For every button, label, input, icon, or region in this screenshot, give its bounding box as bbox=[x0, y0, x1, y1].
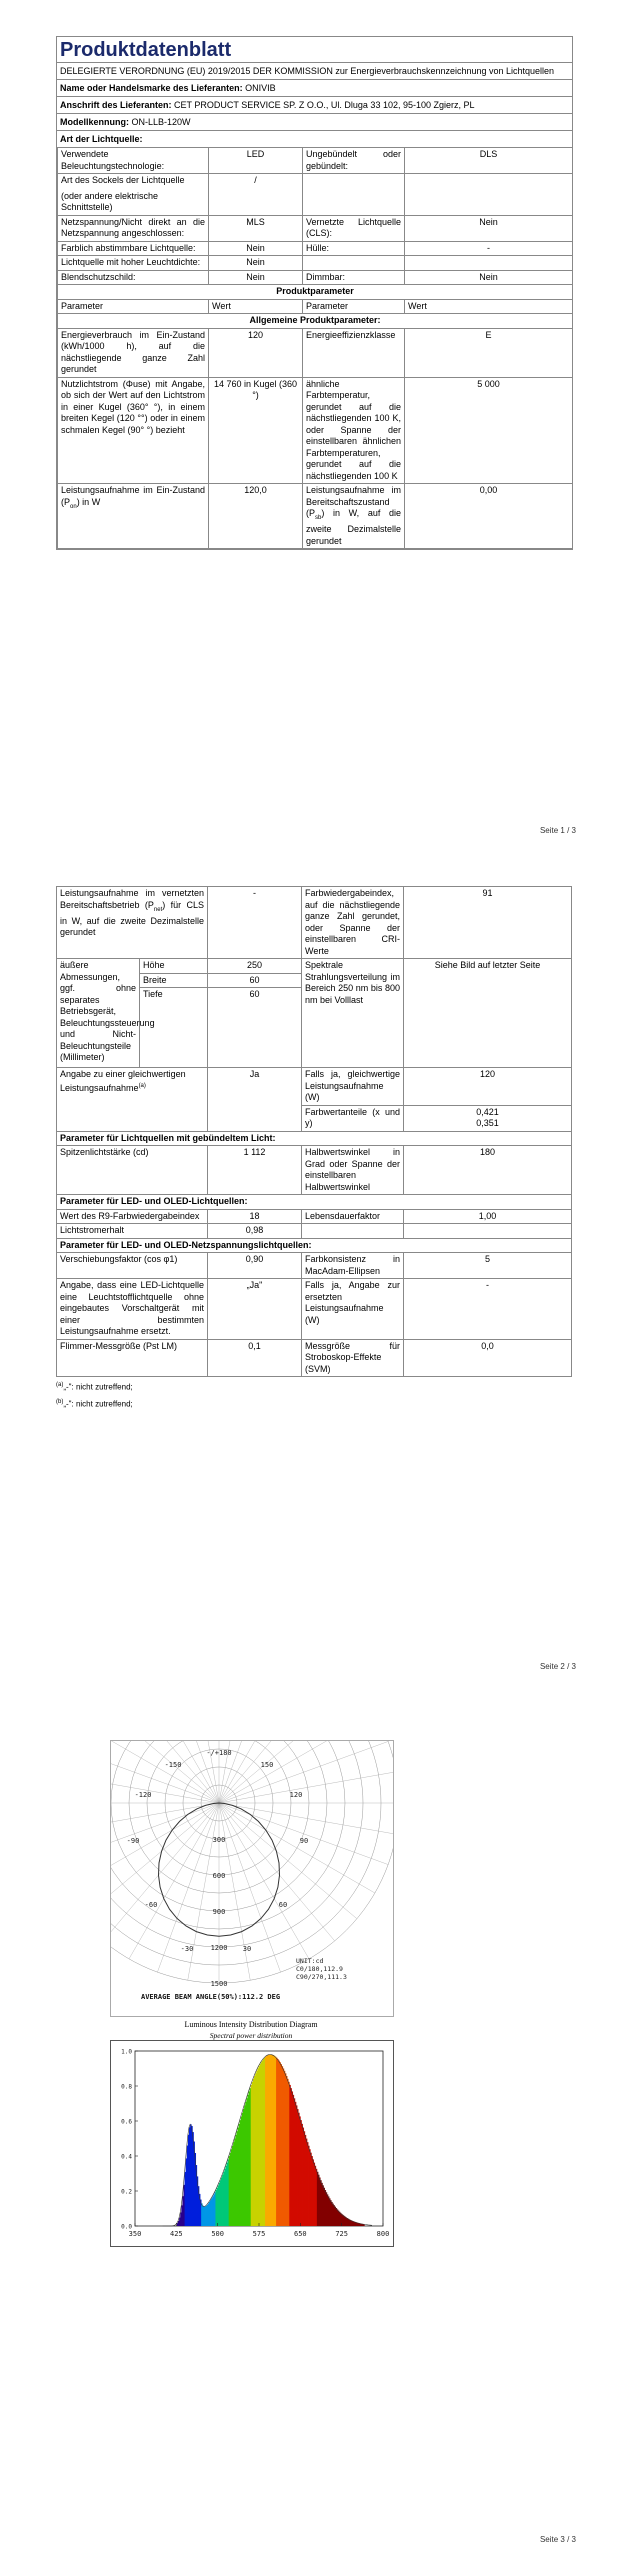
spd-y-tick-label: 0.6 bbox=[121, 2118, 132, 2126]
equiv-value: Ja bbox=[208, 1068, 302, 1132]
polar-diagram-svg bbox=[111, 1741, 393, 2016]
page-footer-3: Seite 3 / 3 bbox=[539, 2535, 576, 2544]
polar-diagram bbox=[110, 1740, 394, 2017]
efficiency-class-value: E bbox=[405, 328, 573, 377]
params-table bbox=[56, 886, 572, 1377]
header-parameter: Parameter bbox=[58, 299, 209, 314]
cct-label: ähnliche Farbtemperatur, gerundet auf die nächstliegenden 100 K, oder Spanne der einstellbaren ähnlichen Farbtemperaturen, gerundet auf die nächstliegenden 100 K bbox=[303, 377, 405, 484]
polar-spoke bbox=[188, 1803, 219, 1980]
page-footer-1: Seite 1 / 3 bbox=[539, 826, 576, 835]
footnote-a-text: „-": nicht zutreffend; bbox=[63, 1382, 133, 1392]
table-row bbox=[58, 377, 573, 484]
page-2 bbox=[0, 850, 622, 1700]
polar-spoke bbox=[219, 1803, 393, 1834]
table-row bbox=[58, 270, 573, 285]
high-luminance-label: Lichtquelle mit hoher Leuchtdichte: bbox=[58, 256, 209, 271]
polar-angle-label: -90 bbox=[126, 1837, 140, 1845]
survival-value: 1,00 bbox=[404, 1209, 572, 1224]
standby-label bbox=[303, 484, 405, 549]
table-row bbox=[58, 215, 573, 241]
chroma-x: 0,421 bbox=[476, 1106, 499, 1117]
datasheet-table-1 bbox=[56, 36, 573, 550]
model-row bbox=[57, 114, 572, 131]
table-row bbox=[57, 1224, 572, 1239]
peak-label: Spitzenlichtstärke (cd) bbox=[57, 1146, 208, 1195]
color-tunable-value: Nein bbox=[209, 241, 303, 256]
width-label: Breite bbox=[140, 973, 208, 988]
table-row bbox=[57, 1253, 572, 1279]
general-params-heading: Allgemeine Produktparameter: bbox=[58, 314, 573, 329]
svm-value: 0,0 bbox=[404, 1339, 572, 1377]
power-on-label-unit: ) in W bbox=[76, 496, 101, 507]
footnote-b bbox=[56, 1395, 133, 1412]
polar-radial-label: 300 bbox=[212, 1836, 226, 1844]
table-row bbox=[58, 299, 573, 314]
power-on-value: 120,0 bbox=[209, 484, 303, 549]
polar-spoke bbox=[219, 1803, 375, 1893]
spd-x-tick-label: 725 bbox=[335, 2230, 348, 2238]
table-row bbox=[57, 959, 572, 974]
glare-label: Blendschutzschild: bbox=[58, 270, 209, 285]
equiv-label-text: Angabe zu einer gleichwertigen Leistungsaufnahme bbox=[60, 1069, 186, 1093]
polar-angle-label: 150 bbox=[260, 1761, 274, 1769]
dimensions-label: äußere Abmessungen, ggf. ohne separates Betriebsgerät, Beleuchtungssteuerung und Nicht-Beleuchtungsteile (Millimeter) bbox=[57, 959, 140, 1068]
supplier-address: CET PRODUCT SERVICE SP. Z O.O., Ul. Dluga 33 102, 95-100 Zgierz, PL bbox=[174, 100, 475, 110]
net-standby-sub: net bbox=[153, 906, 163, 913]
spd-x-tick-label: 650 bbox=[294, 2230, 307, 2238]
replace-power-value: - bbox=[404, 1279, 572, 1340]
equiv-label bbox=[57, 1068, 208, 1132]
spd-y-tick-label: 0.4 bbox=[121, 2153, 132, 2161]
empty-cell bbox=[405, 256, 573, 271]
width-value: 60 bbox=[208, 973, 302, 988]
power-on-label-text: Leistungsaufnahme im Ein-Zustand (P bbox=[61, 485, 205, 507]
energy-value: 120 bbox=[209, 328, 303, 377]
table-row bbox=[58, 285, 573, 300]
polar-angle-label: 120 bbox=[289, 1791, 303, 1799]
cct-value: 5 000 bbox=[405, 377, 573, 484]
flicker-value: 0,1 bbox=[208, 1339, 302, 1377]
maintenance-value: 0,98 bbox=[208, 1224, 302, 1239]
empty-cell bbox=[302, 1224, 404, 1239]
polar-spoke bbox=[219, 1803, 335, 1941]
dimmable-value: Nein bbox=[405, 270, 573, 285]
standby-label-text: Leistungsaufnahme im Bereitschaftszustand (P bbox=[306, 485, 401, 518]
empty-cell bbox=[303, 174, 405, 216]
pf-label: Verschiebungsfaktor (cos φ1) bbox=[57, 1253, 208, 1279]
mains-value: MLS bbox=[209, 215, 303, 241]
table-row bbox=[58, 314, 573, 329]
chroma-value bbox=[404, 1105, 572, 1131]
socket-label: Art des Sockels der Lichtquelle bbox=[61, 175, 185, 185]
chroma-y: 0,351 bbox=[476, 1118, 499, 1128]
spd-y-tick-label: 0.0 bbox=[121, 2223, 132, 2231]
polar-spoke bbox=[219, 1803, 309, 1959]
polar-radial-label: 1500 bbox=[210, 1980, 228, 1988]
supplier-address-row bbox=[57, 97, 572, 114]
polar-radial-label: 600 bbox=[212, 1872, 226, 1880]
polar-unit: UNIT:cd bbox=[296, 1957, 324, 1965]
mains-label: Netzspannung/Nicht direkt an die Netzspannung angeschlossen: bbox=[58, 215, 209, 241]
polar-angle-label: -30 bbox=[180, 1945, 194, 1953]
table-row bbox=[58, 328, 573, 377]
spd-x-tick-label: 500 bbox=[211, 2230, 224, 2238]
footnotes bbox=[56, 1378, 133, 1411]
survival-label: Lebensdauerfaktor bbox=[302, 1209, 404, 1224]
spd-caption: Spectral power distribution bbox=[209, 2031, 293, 2040]
table-row bbox=[58, 484, 573, 549]
footnote-a-sup: (a) bbox=[56, 1382, 64, 1388]
connected-value: Nein bbox=[405, 215, 573, 241]
socket-cell bbox=[58, 174, 209, 216]
energy-label: Energieverbrauch im Ein-Zustand (kWh/1000 h), auf die nächstliegende ganze Zahl gerundet bbox=[58, 328, 209, 377]
header-value-2: Wert bbox=[405, 299, 573, 314]
standby-label-unit: ) in W, auf die zweite Dezimalstelle gerundet bbox=[306, 508, 401, 546]
polar-spoke bbox=[219, 1741, 357, 1803]
spd-chart-svg bbox=[111, 2041, 393, 2246]
beam-value: 180 bbox=[404, 1146, 572, 1195]
spd-value: Siehe Bild auf letzter Seite bbox=[404, 959, 572, 1068]
sdcm-label: Farbkonsistenz in MacAdam-Ellipsen bbox=[302, 1253, 404, 1279]
polar-grid bbox=[111, 1741, 393, 1983]
polar-spoke bbox=[219, 1741, 335, 1803]
header-value: Wert bbox=[209, 299, 303, 314]
technology-label: Verwendete Beleuchtungstechnologie: bbox=[58, 148, 209, 174]
non-directional-label: Ungebündelt oder gebündelt: bbox=[303, 148, 405, 174]
power-on-label bbox=[58, 484, 209, 549]
r9-value: 18 bbox=[208, 1209, 302, 1224]
spd-x-tick-label: 800 bbox=[376, 2230, 390, 2238]
polar-radial-label: 900 bbox=[212, 1908, 226, 1916]
net-standby-value: - bbox=[208, 887, 302, 959]
equiv-power-label: Falls ja, gleichwertige Leistungsaufnahme (W) bbox=[302, 1068, 404, 1106]
table-row bbox=[57, 1131, 572, 1146]
polar-spoke bbox=[219, 1803, 250, 1980]
spd-chart bbox=[110, 2040, 394, 2247]
page-3 bbox=[0, 1700, 622, 2560]
replace-label: Angabe, dass eine LED-Lichtquelle eine Leuchtstofflichtquelle ohne eingebautes Vorschaltgerät mit einer bestimmten Leistungsaufnahme ersetzt. bbox=[57, 1279, 208, 1340]
svm-label: Messgröße für Stroboskop-Effekte (SVM) bbox=[302, 1339, 404, 1377]
empty-cell bbox=[303, 256, 405, 271]
polar-spoke bbox=[111, 1803, 219, 1941]
table-row bbox=[57, 1279, 572, 1340]
empty-cell bbox=[404, 1224, 572, 1239]
led-section: Parameter für LED- und OLED-Lichtquellen: bbox=[57, 1195, 572, 1210]
spd-x-tick-label: 425 bbox=[170, 2230, 183, 2238]
empty-cell bbox=[405, 174, 573, 216]
peak-value: 1 112 bbox=[208, 1146, 302, 1195]
beam-label: Halbwertswinkel in Grad oder Spanne der einstellbaren Halbwertswinkel bbox=[302, 1146, 404, 1195]
polar-caption: Luminous Intensity Distribution Diagram bbox=[184, 2020, 318, 2029]
spd-x-tick-label: 350 bbox=[128, 2230, 142, 2238]
table-row bbox=[58, 148, 573, 174]
table-row bbox=[57, 1238, 572, 1253]
table-row bbox=[58, 241, 573, 256]
connected-label: Vernetzte Lichtquelle (CLS): bbox=[303, 215, 405, 241]
technology-value: LED bbox=[209, 148, 303, 174]
standby-value: 0,00 bbox=[405, 484, 573, 549]
page-title: Produktdatenblatt bbox=[57, 37, 572, 63]
type-table bbox=[57, 147, 573, 549]
equiv-power-value: 120 bbox=[404, 1068, 572, 1106]
polar-ring bbox=[111, 1741, 393, 1983]
supplier-name: ONIVIB bbox=[245, 83, 276, 93]
supplier-name-label: Name oder Handelsmarke des Lieferanten: bbox=[60, 83, 243, 93]
supplier-address-label: Anschrift des Lieferanten: bbox=[60, 100, 172, 110]
polar-angle-label: -/+180 bbox=[206, 1749, 232, 1757]
datasheet-table-2 bbox=[56, 886, 571, 1377]
socket-value: / bbox=[209, 174, 303, 216]
socket-note: (oder andere elektrische Schnittstelle) bbox=[61, 190, 159, 212]
pf-value: 0,90 bbox=[208, 1253, 302, 1279]
power-on-sub: on bbox=[70, 503, 77, 510]
color-tunable-label: Farblich abstimmbare Lichtquelle: bbox=[58, 241, 209, 256]
polar-angle-label: 30 bbox=[242, 1945, 252, 1953]
depth-label: Tiefe bbox=[140, 988, 208, 1068]
envelope-value: - bbox=[405, 241, 573, 256]
maintenance-label: Lichtstromerhalt bbox=[57, 1224, 208, 1239]
net-standby-label-unit: ) für CLS in W, auf die zweite Dezimalstelle gerundet bbox=[60, 899, 204, 938]
efficiency-class-label: Energieeffizienzklasse bbox=[303, 328, 405, 377]
flicker-label: Flimmer-Messgröße (Pst LM) bbox=[57, 1339, 208, 1377]
r9-label: Wert des R9-Farbwiedergabeindex bbox=[57, 1209, 208, 1224]
non-directional-value: DLS bbox=[405, 148, 573, 174]
high-luminance-value: Nein bbox=[209, 256, 303, 271]
table-row bbox=[57, 1068, 572, 1106]
flux-value: 14 760 in Kugel (360 °) bbox=[209, 377, 303, 484]
model-label: Modellkennung: bbox=[60, 117, 129, 127]
net-standby-label bbox=[57, 887, 208, 959]
polar-angle-label: -120 bbox=[134, 1791, 152, 1799]
polar-spoke bbox=[219, 1772, 393, 1803]
directional-section: Parameter für Lichtquellen mit gebündeltem Licht: bbox=[57, 1131, 572, 1146]
spd-y-tick-label: 1.0 bbox=[121, 2048, 132, 2056]
footnote-b-text: „-": nicht zutreffend; bbox=[63, 1399, 133, 1409]
page-1 bbox=[0, 0, 622, 850]
cri-label: Farbwiedergabeindex, auf die nächstliegende ganze Zahl gerundet, oder Spanne der einstellbaren CRI-Werte bbox=[302, 887, 404, 959]
table-row bbox=[57, 1195, 572, 1210]
flux-label: Nutzlichtstrom (Φuse) mit Angabe, ob sich der Wert auf den Lichtstrom in einer Kugel (360° °), in einem breiten Kegel (120 °°) oder in einem schmalen Kegel (90° °) bezieht bbox=[58, 377, 209, 484]
net-standby-label-text: Leistungsaufnahme im vernetzten Bereitschaftsbetrieb (P bbox=[60, 888, 204, 910]
spd-y-tick-label: 0.8 bbox=[121, 2083, 132, 2091]
polar-angle-label: 90 bbox=[299, 1837, 309, 1845]
model-id: ON-LLB-120W bbox=[131, 117, 191, 127]
height-value: 250 bbox=[208, 959, 302, 974]
table-row bbox=[57, 1339, 572, 1377]
chroma-label: Farbwertanteile (x und y) bbox=[302, 1105, 404, 1131]
type-section: Art der Lichtquelle: bbox=[60, 134, 143, 144]
regulation-text: DELEGIERTE VERORDNUNG (EU) 2019/2015 DER KOMMISSION zur Energieverbrauchskennzeichnung von Lichtquellen bbox=[57, 63, 572, 80]
polar-spoke bbox=[126, 1803, 219, 1959]
polar-angle-label: -60 bbox=[144, 1901, 158, 1909]
replace-power-label: Falls ja, Angabe zur ersetzten Leistungsaufnahme (W) bbox=[302, 1279, 404, 1340]
height-label: Höhe bbox=[140, 959, 208, 974]
product-params-heading: Produktparameter bbox=[58, 285, 573, 300]
supplier-name-row bbox=[57, 80, 572, 97]
polar-avg-beam: AVERAGE BEAM ANGLE(50%):112.2 DEG bbox=[141, 1993, 281, 2001]
table-row bbox=[57, 1209, 572, 1224]
polar-ring bbox=[111, 1741, 381, 1965]
header-parameter-2: Parameter bbox=[303, 299, 405, 314]
polar-angle-label: -150 bbox=[164, 1761, 182, 1769]
polar-angle-label: 60 bbox=[278, 1901, 288, 1909]
dimmable-label: Dimmbar: bbox=[303, 270, 405, 285]
envelope-label: Hülle: bbox=[303, 241, 405, 256]
table-row bbox=[58, 256, 573, 271]
equiv-sup: (a) bbox=[138, 1082, 146, 1089]
table-row bbox=[58, 174, 573, 216]
polar-c0: C0/180,112.9 bbox=[296, 1965, 343, 1973]
glare-value: Nein bbox=[209, 270, 303, 285]
standby-sub: sb bbox=[315, 514, 322, 521]
replace-value: „Ja" bbox=[208, 1279, 302, 1340]
spd-label: Spektrale Strahlungsverteilung im Bereich 250 nm bis 800 nm bei Volllast bbox=[302, 959, 404, 1068]
page-footer-2: Seite 2 / 3 bbox=[539, 1662, 576, 1671]
depth-value: 60 bbox=[208, 988, 302, 1068]
polar-spoke bbox=[219, 1803, 357, 1919]
mains-section: Parameter für LED- und OLED-Netzspannungslichtquellen: bbox=[57, 1238, 572, 1253]
spd-y-tick-label: 0.2 bbox=[121, 2188, 132, 2196]
polar-spoke bbox=[111, 1741, 219, 1803]
polar-radial-label: 1200 bbox=[210, 1944, 228, 1952]
polar-c90: C90/270,111.3 bbox=[296, 1973, 347, 1981]
spd-x-tick-label: 575 bbox=[252, 2230, 266, 2238]
footnote-b-sup: (b) bbox=[56, 1398, 64, 1405]
sdcm-value: 5 bbox=[404, 1253, 572, 1279]
footnote-a bbox=[56, 1378, 133, 1395]
table-row bbox=[57, 887, 572, 959]
table-row bbox=[57, 1146, 572, 1195]
cri-value: 91 bbox=[404, 887, 572, 959]
